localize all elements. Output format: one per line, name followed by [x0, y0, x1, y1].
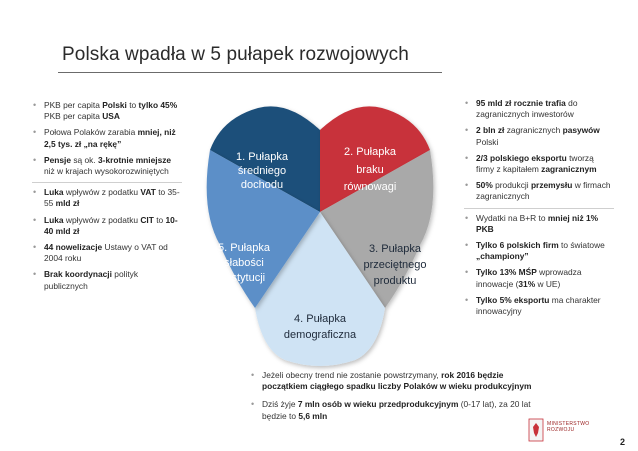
- bottom-bullets: [250, 370, 550, 429]
- trap-3-line3: produktu: [373, 275, 417, 287]
- left-bullets: [32, 100, 182, 297]
- trap-4-line2: demograficzna: [283, 329, 357, 341]
- page-number: 2: [620, 437, 626, 447]
- list-item: • 2 bln zł zagranicznych pasywów Polski: [464, 125, 614, 147]
- trap-2-line3: równowagi: [343, 181, 397, 193]
- list-item: • 50% produkcji przemysłu w firmach zagranicznych: [464, 180, 614, 202]
- list-item: • Wydatki na B+R to mniej niż 1% PKB: [464, 208, 614, 235]
- trap-4-line1: 4. Pułapka: [294, 313, 346, 325]
- trap-2-line2: braku: [356, 164, 384, 176]
- list-item: • Brak koordynacji polityk publicznych: [32, 269, 182, 291]
- trap-1-line2: średniego: [237, 165, 287, 177]
- list-item: • Połowa Polaków zarabia mniej, niż 2,5 tys. zł „na rękę”: [32, 127, 182, 149]
- list-item: • Tylko 5% eksportu ma charakter innowacyjny: [464, 295, 614, 317]
- list-item: • Jeżeli obecny trend nie zostanie powstrzymany, rok 2016 będzie początkiem ciągłego spadku liczby Polaków w wieku produkcyjnym: [250, 370, 550, 392]
- list-item: • Pensje są ok. 3-krotnie mniejsze niż w krajach wysokorozwiniętych: [32, 155, 182, 177]
- list-item: • 95 mld zł rocznie trafia do zagranicznych inwestorów: [464, 98, 614, 120]
- trap-3-line1: 3. Pułapka: [369, 243, 421, 255]
- trap-1-line1: 1. Pułapka: [236, 151, 288, 163]
- list-item: • Dziś żyje 7 mln osób w wieku przedprodukcyjnym (0-17 lat), za 20 lat będzie to 5,6 mln: [250, 399, 550, 421]
- trap-5-line1: 5. Pułapka: [218, 242, 270, 254]
- trap-1-line3: dochodu: [240, 179, 284, 191]
- list-item: • Luka wpływów z podatku VAT to 35-55 mld zł: [32, 182, 182, 209]
- list-item: • 44 nowelizacje Ustawy o VAT od 2004 roku: [32, 242, 182, 264]
- trap-2-line1: 2. Pułapka: [344, 146, 396, 158]
- trap-5-line2: słabości: [224, 257, 264, 269]
- list-item: • Luka wpływów z podatku CIT to 10-40 mld zł: [32, 215, 182, 237]
- list-item: • 2/3 polskiego eksportu tworzą firmy z kapitałem zagranicznym: [464, 153, 614, 175]
- list-item: • PKB per capita Polski to tylko 45% PKB per capita USA: [32, 100, 182, 122]
- ministry-name: [547, 421, 590, 433]
- trap-3-line2: przeciętnego: [363, 259, 427, 271]
- ministry-name-line1: MINISTERSTWO: [547, 421, 590, 427]
- ministry-name-line2: ROZWOJU: [547, 427, 575, 433]
- page-title: Polska wpadła w 5 pułapek rozwojowych: [62, 44, 409, 65]
- right-bullets: [464, 98, 614, 322]
- list-item: • Tylko 6 polskich firm to światowe „championy”: [464, 240, 614, 262]
- trap-5-line3: instytucji: [222, 272, 266, 284]
- list-item: • Tylko 13% MŚP wprowadza innowacje (31% w UE): [464, 267, 614, 289]
